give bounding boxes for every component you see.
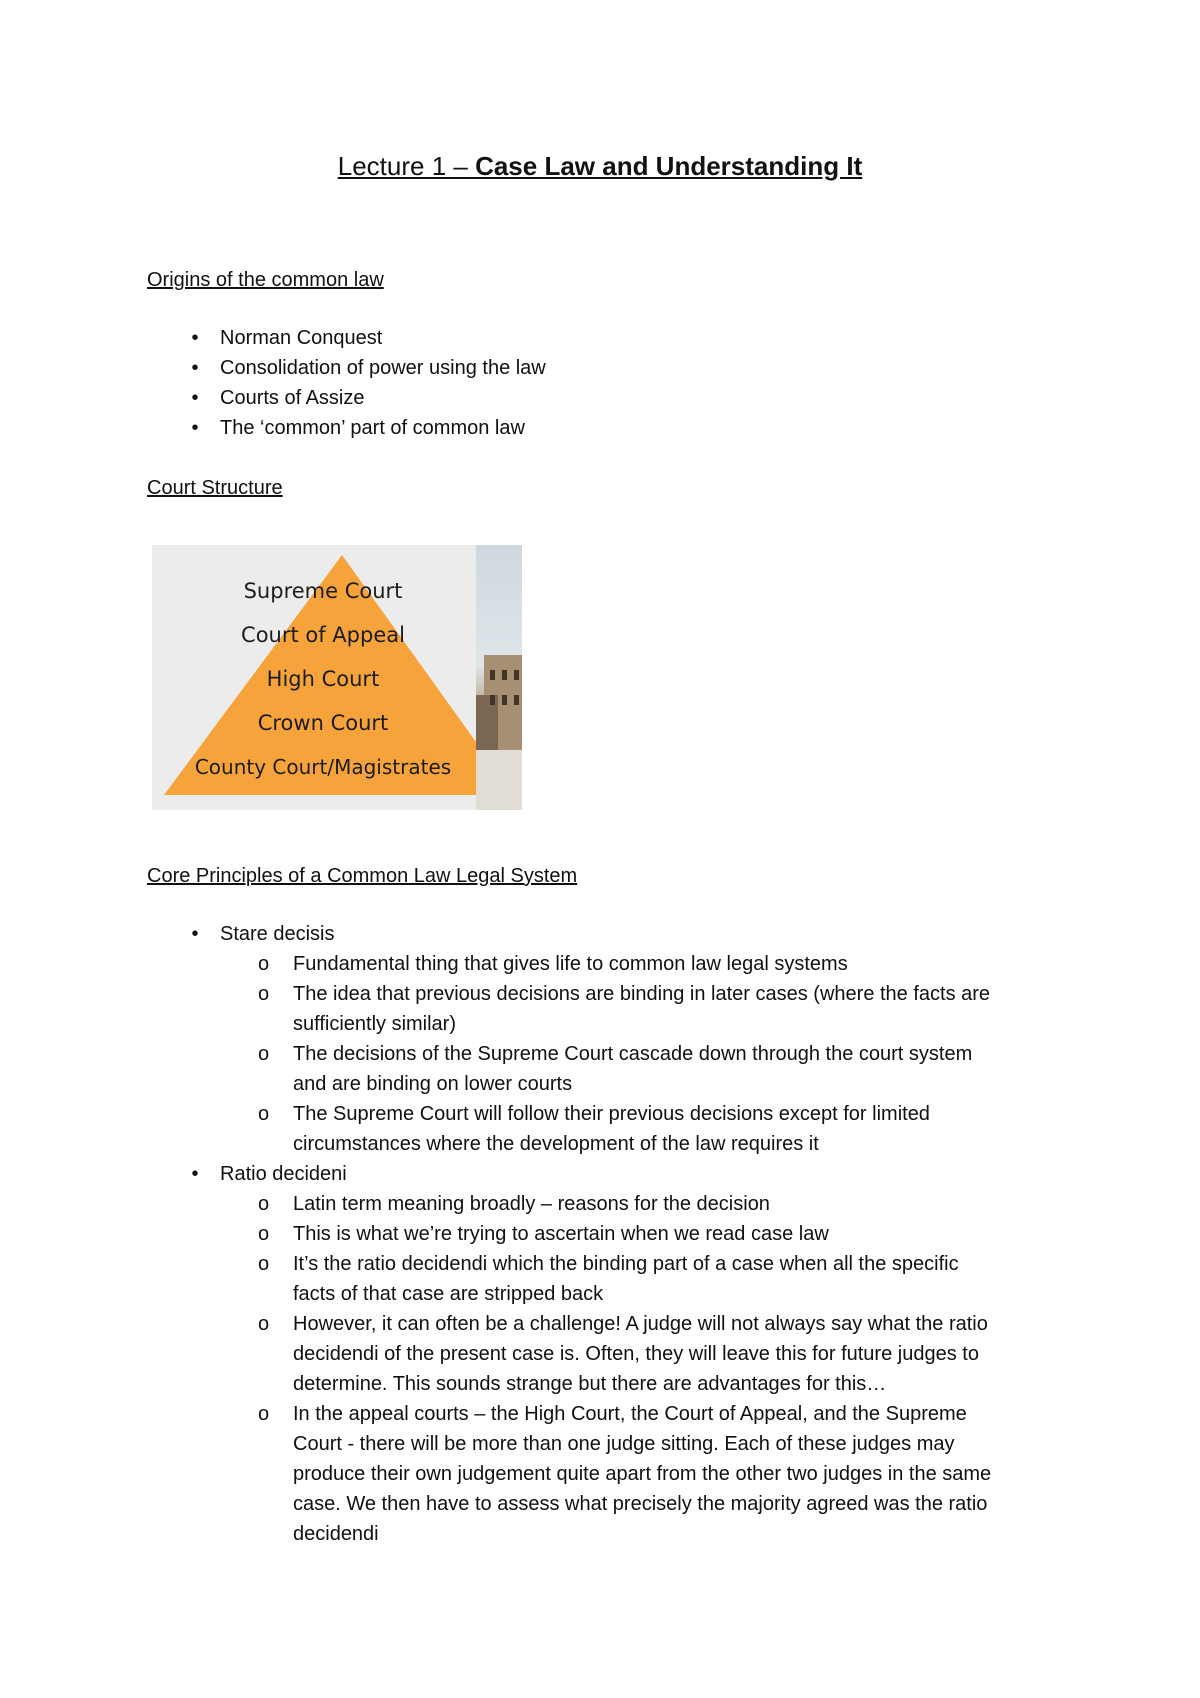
sublist-item-text: Fundamental thing that gives life to common law legal systems bbox=[293, 953, 848, 975]
hollow-bullet-icon: o bbox=[258, 1223, 270, 1245]
sublist-item bbox=[220, 1189, 993, 1219]
pyramid-level-high-court: High Court bbox=[266, 667, 380, 691]
list-item bbox=[147, 353, 546, 383]
hollow-bullet-icon: o bbox=[258, 953, 270, 975]
sublist-item bbox=[220, 1219, 993, 1249]
bullet-icon: • bbox=[191, 417, 199, 439]
list-item-text: Consolidation of power using the law bbox=[220, 357, 546, 379]
bullet-icon: • bbox=[191, 923, 199, 945]
sublist-item-text: The idea that previous decisions are binding in later cases (where the facts are sufficiently similar) bbox=[293, 983, 991, 1035]
hollow-bullet-icon: o bbox=[258, 1403, 270, 1425]
hollow-bullet-icon: o bbox=[258, 1313, 270, 1335]
bullet-icon: • bbox=[191, 387, 199, 409]
sublist-item-text: The Supreme Court will follow their previous decisions except for limited circumstances where the development of the law requires it bbox=[293, 1103, 930, 1155]
origins-list bbox=[147, 323, 546, 443]
list-item-text: Stare decisis bbox=[220, 923, 335, 945]
list-item-text: The ‘common’ part of common law bbox=[220, 417, 525, 439]
list-item bbox=[147, 323, 546, 353]
sublist-item bbox=[220, 1039, 993, 1099]
list-item-text: Ratio decideni bbox=[220, 1163, 347, 1185]
sublist-item bbox=[220, 949, 993, 979]
list-item bbox=[147, 413, 546, 443]
hollow-bullet-icon: o bbox=[258, 1043, 270, 1065]
sublist-item bbox=[220, 1399, 993, 1549]
pyramid-level-crown-court: Crown Court bbox=[257, 711, 389, 735]
bullet-icon: • bbox=[191, 1163, 199, 1185]
bullet-icon: • bbox=[191, 357, 199, 379]
hollow-bullet-icon: o bbox=[258, 1103, 270, 1125]
court-structure-heading: Court Structure bbox=[147, 477, 283, 499]
bullet-icon: • bbox=[191, 327, 199, 349]
sublist-item-text: In the appeal courts – the High Court, the Court of Appeal, and the Supreme Court - there will be more than one judge sitting. Each of these judges may produce their own judgement quite apart from the other two judges in the same case. We then have to assess what precisely the majority agreed was the ratio decidendi bbox=[293, 1403, 992, 1545]
pyramid-level-supreme-court: Supreme Court bbox=[243, 579, 403, 603]
hollow-bullet-icon: o bbox=[258, 1253, 270, 1275]
origins-heading: Origins of the common law bbox=[147, 269, 384, 291]
court-pyramid-figure bbox=[152, 545, 522, 810]
core-principles-heading: Core Principles of a Common Law Legal System bbox=[147, 865, 578, 887]
sublist-item-text: This is what we’re trying to ascertain when we read case law bbox=[293, 1223, 829, 1245]
core-principles-list bbox=[147, 919, 993, 1549]
sublist bbox=[220, 1189, 993, 1549]
page-title bbox=[0, 150, 1200, 182]
hollow-bullet-icon: o bbox=[258, 1193, 270, 1215]
sublist-item-text: However, it can often be a challenge! A judge will not always say what the ratio decidendi of the present case is. Often, they will leave this for future judges to determine. This sounds strange but there are advantages for this… bbox=[293, 1313, 988, 1395]
sublist-item-text: It’s the ratio decidendi which the binding part of a case when all the specific facts of that case are stripped back bbox=[293, 1253, 959, 1305]
sublist bbox=[220, 949, 993, 1159]
sublist-item-text: Latin term meaning broadly – reasons for the decision bbox=[293, 1193, 770, 1215]
hollow-bullet-icon: o bbox=[258, 983, 270, 1005]
list-item-text: Norman Conquest bbox=[220, 327, 383, 349]
list-item bbox=[147, 1159, 993, 1549]
pyramid-level-court-of-appeal: Court of Appeal bbox=[241, 623, 405, 647]
sublist-item bbox=[220, 979, 993, 1039]
pyramid-level-county-court: County Court/Magistrates bbox=[194, 755, 452, 779]
sublist-item bbox=[220, 1249, 993, 1309]
building-photo-fragment bbox=[476, 545, 522, 810]
title-main: Case Law and Understanding It bbox=[475, 151, 863, 181]
list-item bbox=[147, 919, 993, 1159]
sublist-item bbox=[220, 1309, 993, 1399]
sublist-item-text: The decisions of the Supreme Court cascade down through the court system and are binding on lower courts bbox=[293, 1043, 973, 1095]
list-item bbox=[147, 383, 546, 413]
sublist-item bbox=[220, 1099, 993, 1159]
title-prefix: Lecture 1 – bbox=[337, 151, 476, 181]
list-item-text: Courts of Assize bbox=[220, 387, 365, 409]
